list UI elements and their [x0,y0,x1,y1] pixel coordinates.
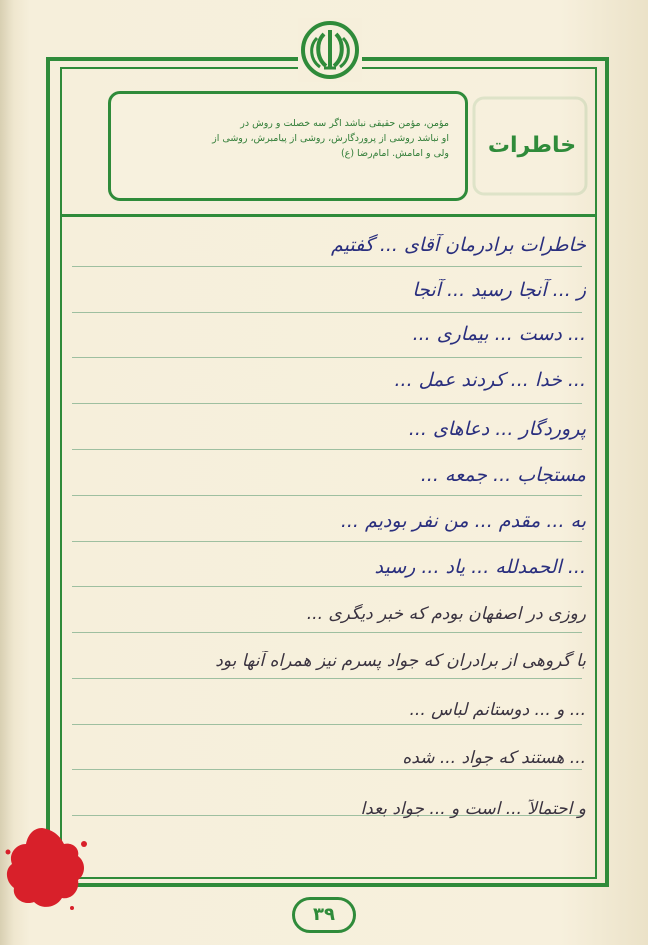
handwritten-line: با گروهی از برادران که جواد پسرم نیز همراه آنها بود [215,651,586,671]
section-title: خاطرات [487,133,577,158]
handwritten-line: ... خدا ... کردند عمل ... [394,369,586,391]
handwritten-line: ... هستند که جواد ... شده [402,748,586,768]
handwritten-line: ... الحمدلله ... یاد ... رسید [374,556,586,578]
handwritten-line: روزی در اصفهان بودم که خبر دیگری ... [306,604,586,624]
handwritten-line: ز ... آنجا رسید ... آنجا [412,279,586,301]
handwritten-line: ... دست ... بیماری ... [412,323,586,345]
handwritten-line: پروردگار ... دعاهای ... [408,418,586,440]
quote-line: ولی و امامش. امام‌رضا (ع) [340,148,449,159]
handwritten-line: ... و ... دوستانم لباس ... [409,700,586,720]
page-binding-shadow [0,0,14,945]
quote-line: مؤمن، مؤمن حقیقی نباشد اگر سه خصلت و روش در [240,118,449,129]
handwritten-line: خاطرات برادرمان آقای ... گفتیم [331,234,586,256]
page-number: ۳۹ [292,897,356,933]
quote-line: او نباشد روشی از پروردگارش، روشی از پیامبرش، روشی از [212,133,449,144]
handwritten-line: به ... مقدم ... من نفر بودیم ... [340,510,586,532]
handwritten-line: مستجاب ... جمعه ... [420,464,586,486]
red-ink-stain [2,822,92,916]
handwritten-line: و احتمالاً ... است و ... جواد بعدا [360,799,586,819]
